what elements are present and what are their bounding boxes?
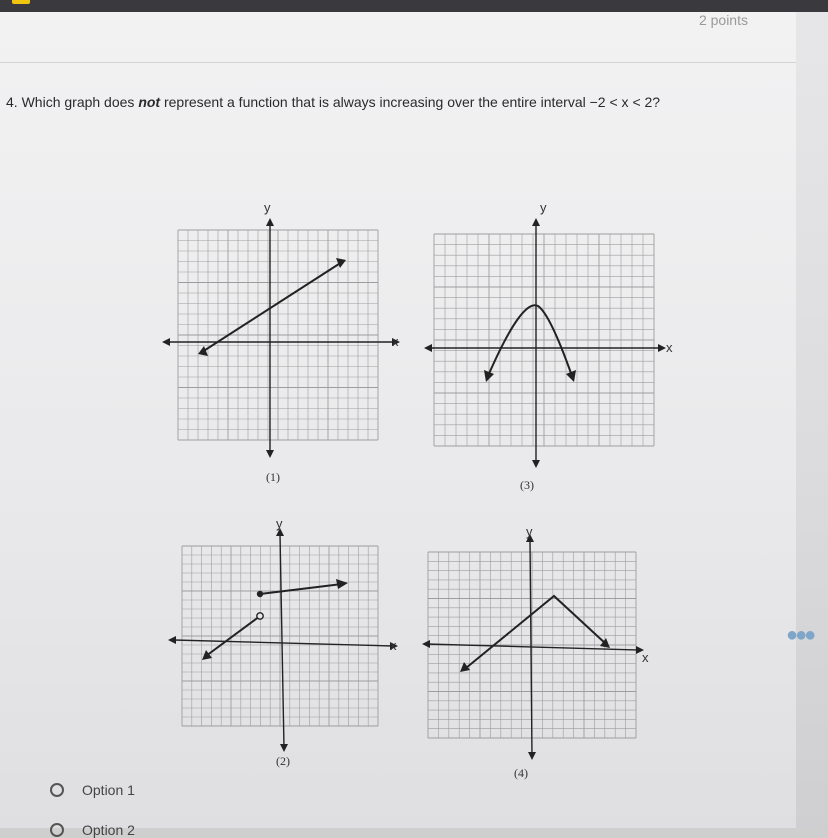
line-arrow-end [336,258,346,268]
y-axis-arrow-up [266,218,274,226]
segment-upper-arrow [336,579,348,589]
graph-1-y-label: y [264,200,271,215]
graph-3-plot [426,202,676,472]
option-1-radio[interactable] [50,783,64,797]
graph-1 [162,200,402,484]
segment-upper-closed-point [257,591,263,597]
grid [182,546,378,726]
y-axis-arrow-down [266,450,274,458]
side-dots-icon: ●●● [786,624,814,646]
graph-2-caption: (2) [276,754,290,768]
grid [178,230,378,440]
question-text [6,94,660,110]
graph-2-x-label: x [390,638,397,653]
graph-2 [170,512,410,772]
y-axis-arrow-down [532,460,540,468]
graph-4-caption: (4) [514,766,528,780]
graph-2-plot [170,512,410,772]
graph-1-plot [162,202,402,462]
graph-4 [422,514,672,784]
graph-3 [426,200,676,492]
x-axis-arrow-left [422,640,430,648]
x-axis-arrow-left [168,636,176,644]
x-axis-arrow-left [162,338,170,346]
tab-accent [12,0,30,4]
browser-top-bar [0,0,828,12]
x-axis-arrow-right [658,344,666,352]
function-line [202,262,342,352]
graph-2-y-label: y [276,516,283,531]
option-2[interactable] [50,822,135,838]
line-arrow-start [198,346,208,356]
graph-3-y-label: y [540,200,547,215]
y-axis-arrow-down [280,744,288,752]
grid [434,234,654,446]
segment-upper [260,584,342,594]
x-axis-arrow-left [424,344,432,352]
y-axis-arrow-up [532,218,540,226]
graph-3-x-label: x [666,340,673,355]
graph-1-x-label: x [392,334,399,349]
option-2-label: Option 2 [82,822,135,838]
graph-4-y-label: y [526,524,533,539]
points-label: 2 points [698,12,748,28]
question-emphasis: not [138,94,161,110]
function-line [466,596,606,668]
question-text-after: represent a function that is always increasing over the entire interval −2 < x < 2? [160,94,661,110]
function-curve [488,305,572,376]
graph-4-plot [422,514,672,784]
question-card [0,12,796,838]
option-2-radio[interactable] [50,823,64,837]
graph-4-x-label: x [642,650,649,665]
graph-3-caption: (3) [520,478,534,492]
y-axis [280,534,284,748]
y-axis-arrow-down [528,752,536,760]
option-1-label: Option 1 [82,782,135,798]
divider [0,62,796,63]
segment-lower-open-point [257,613,263,619]
option-1[interactable] [50,782,135,798]
question-text-before: Which graph does [21,94,139,110]
graph-1-caption: (1) [266,470,280,484]
question-number: 4. [6,94,18,110]
